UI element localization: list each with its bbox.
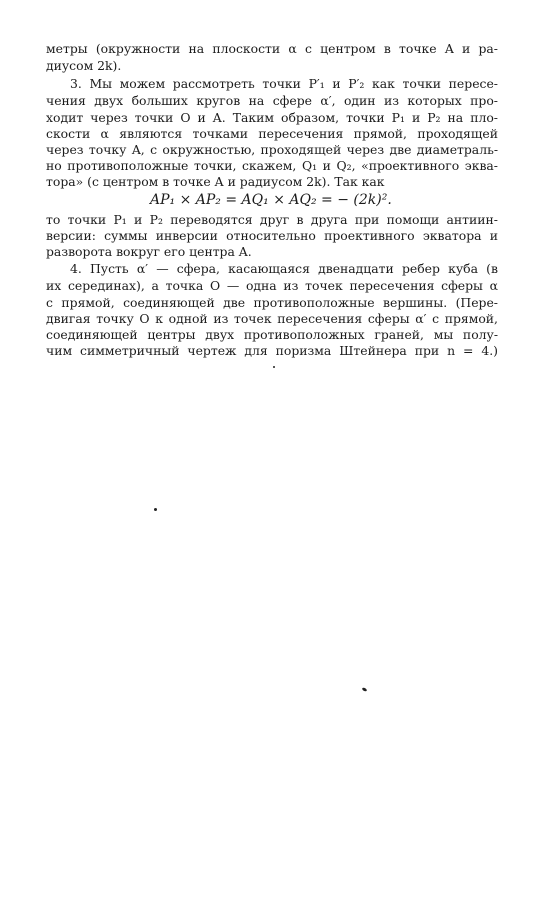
text-line: но противоположные точки, скажем, Q₁ и Q₂, «проективного эква- xyxy=(46,158,498,173)
text-line: тора» (с центром в точке A и радиусом 2k). Так как xyxy=(46,174,385,189)
paragraph-4-start: 4. Пусть α′ — сфера, касающаяся двенадцати ребер куба (в xyxy=(70,261,498,276)
text-line: через точку A, с окружностью, проходящей через две диаметраль- xyxy=(46,142,498,157)
text-line: метры (окружности на плоскости α с центром в точке A и ра- xyxy=(46,41,498,56)
text-line: диусом 2k). xyxy=(46,58,122,73)
text-line: их серединах), а точка O — одна из точек пересечения сферы α xyxy=(46,278,498,293)
ink-speck xyxy=(273,366,275,368)
text-line: двигая точку O к одной из точек пересечения сферы α′ с прямой, xyxy=(46,311,498,326)
text-line: с прямой, соединяющей две противоположные вершины. (Пере- xyxy=(46,295,498,310)
ink-speck xyxy=(154,508,157,511)
paragraph-3-start: 3. Мы можем рассмотреть точки P′₁ и P′₂ как точки пересе- xyxy=(70,76,498,91)
text-line: то точки P₁ и P₂ переводятся друг в друга при помощи антиин- xyxy=(46,212,498,227)
text-line: скости α являются точками пересечения прямой, проходящей xyxy=(46,126,498,141)
text-line: чения двух больших кругов на сфере α′, один из которых про- xyxy=(46,93,498,108)
formula: AP₁ × AP₂ = AQ₁ × AQ₂ = − (2k)². xyxy=(150,192,392,208)
text-line: разворота вокруг его центра A. xyxy=(46,244,252,259)
text-line: версии: суммы инверсии относительно проективного экватора и xyxy=(46,228,498,243)
text-line: ходит через точки O и A. Таким образом, точки P₁ и P₂ на пло- xyxy=(46,110,498,125)
text-line: соединяющей центры двух противоположных граней, мы полу- xyxy=(46,327,498,342)
text-line: чим симметричный чертеж для поризма Штейнера при n = 4.) xyxy=(46,343,498,358)
ink-speck xyxy=(362,687,368,692)
